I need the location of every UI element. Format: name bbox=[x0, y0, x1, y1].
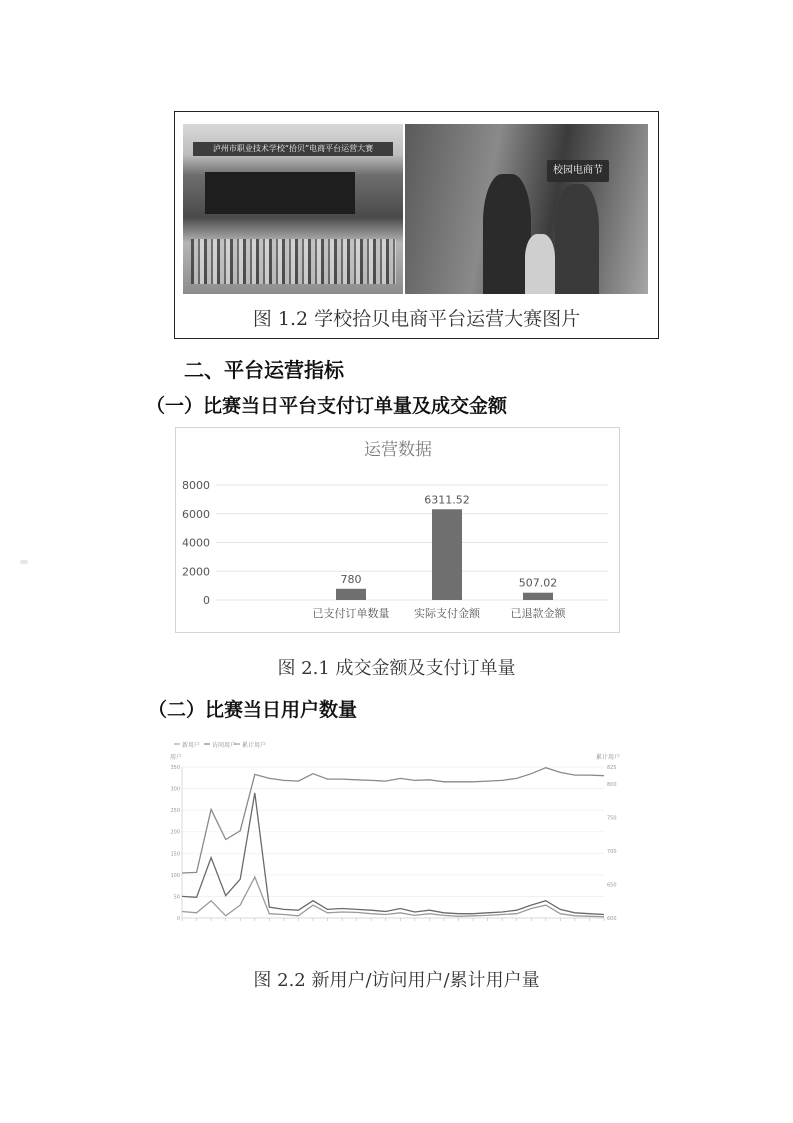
chart-title: 运营数据 bbox=[364, 440, 432, 460]
y-right-tick-label: 825 bbox=[607, 765, 617, 771]
students-photo bbox=[405, 124, 648, 294]
bar-chart-operations bbox=[175, 427, 620, 633]
y-left-tick-label: 0 bbox=[176, 916, 180, 922]
x-category-label: 已支付订单数量 bbox=[312, 607, 390, 620]
x-category-label: 已退款金额 bbox=[510, 607, 566, 620]
y-tick-label: 8000 bbox=[182, 479, 210, 492]
line-chart-svg bbox=[168, 735, 621, 930]
bar bbox=[336, 589, 366, 600]
section-heading: 二、平台运营指标 bbox=[184, 358, 344, 382]
legend-label: 访问用户 bbox=[212, 742, 237, 749]
y-left-tick-label: 100 bbox=[170, 872, 180, 879]
y-right-tick-label: 650 bbox=[607, 882, 617, 889]
y-left-tick-label: 200 bbox=[170, 829, 180, 836]
subsection-heading-1: （一）比赛当日平台支付订单量及成交金额 bbox=[146, 395, 508, 417]
led-screen bbox=[205, 172, 355, 214]
student-figure bbox=[555, 184, 599, 294]
figure-2-2-caption: 图 2.2 新用户/访问用户/累计用户量 bbox=[253, 970, 540, 991]
student-figure bbox=[525, 234, 555, 294]
y-left-axis-label: 用户 bbox=[170, 754, 183, 761]
x-category-label: 实际支付金额 bbox=[414, 607, 480, 620]
bar bbox=[432, 509, 462, 600]
y-left-tick-label: 300 bbox=[170, 786, 180, 793]
bar bbox=[523, 593, 553, 600]
contest-hall-photo bbox=[183, 124, 403, 294]
y-left-tick-label: 50 bbox=[173, 894, 180, 901]
bar-chart-svg bbox=[176, 428, 621, 634]
series-line-3 bbox=[182, 768, 604, 873]
y-right-tick-label: 750 bbox=[607, 815, 617, 822]
y-right-tick-label: 800 bbox=[607, 781, 617, 788]
contest-banner: 泸州市职业技术学校“拾贝”电商平台运营大赛 bbox=[193, 142, 393, 156]
y-right-tick-label: 600 bbox=[607, 916, 617, 922]
y-tick-label: 0 bbox=[203, 594, 210, 607]
y-left-tick-label: 250 bbox=[170, 808, 180, 815]
y-right-axis-label: 累计用户 bbox=[596, 754, 621, 761]
legend-label: 新用户 bbox=[182, 742, 201, 749]
student-figure bbox=[483, 174, 531, 294]
data-label: 6311.52 bbox=[424, 493, 470, 507]
figure-1-2 bbox=[174, 111, 659, 339]
data-label: 780 bbox=[340, 572, 362, 586]
legend-label: 累计用户 bbox=[242, 742, 267, 749]
figure-1-2-caption: 图 1.2 学校拾贝电商平台运营大赛图片 bbox=[252, 308, 581, 330]
crowd bbox=[191, 239, 396, 284]
figure-2-1-caption: 图 2.1 成交金额及支付订单量 bbox=[277, 658, 516, 679]
y-left-tick-label: 150 bbox=[170, 851, 180, 858]
y-tick-label: 4000 bbox=[182, 536, 210, 550]
y-left-tick-label: 350 bbox=[170, 765, 180, 771]
campus-ecommerce-sign: 校园电商节 bbox=[547, 160, 609, 182]
y-tick-label: 6000 bbox=[182, 507, 210, 521]
data-label: 507.02 bbox=[518, 576, 558, 590]
y-tick-label: 2000 bbox=[182, 565, 210, 579]
subsection-heading-2: （二）比赛当日用户数量 bbox=[148, 699, 358, 721]
line-chart-users bbox=[168, 735, 621, 930]
scan-smudge bbox=[20, 560, 28, 564]
y-right-tick-label: 700 bbox=[607, 848, 617, 855]
series-line-1 bbox=[182, 877, 604, 917]
